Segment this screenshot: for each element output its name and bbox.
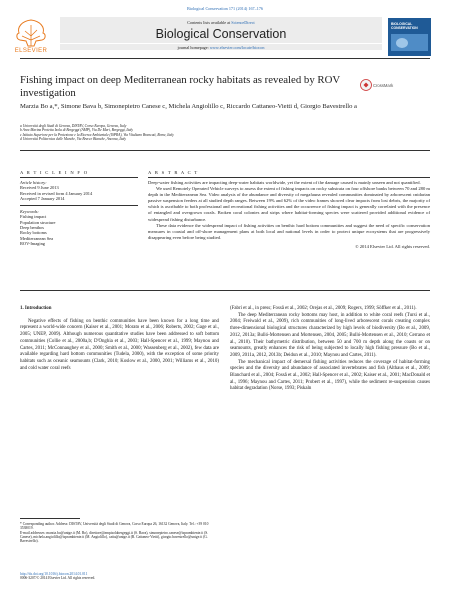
journal-banner [60, 17, 382, 43]
history-label: Article history: [20, 180, 47, 185]
doi-link[interactable]: http://dx.doi.org/10.1016/j.biocon.2014.01.011 [20, 572, 88, 576]
doi-block [20, 572, 219, 581]
keyword-item: Rocky bottoms [20, 230, 47, 236]
abstract-body [148, 180, 430, 250]
abstract-paragraph: Deep-water fishing activities are impacting deep-water habitats worldwide, yet the extent of the damage caused is mainly unseen and not quantified. [148, 180, 421, 185]
article-info [20, 180, 138, 246]
homepage-prefix: journal homepage: [177, 44, 210, 50]
crossmark-badge[interactable] [360, 78, 394, 92]
intro-paragraph: (Fabri et al., in press; Fosså et al., 2002; Orejas et al., 2009; Rogers, 1999; Söffker et al., 2011). [230, 306, 417, 311]
journal-homepage [60, 45, 382, 50]
journal-citation[interactable]: Biological Conservation 171 (2014) 167–176 [186, 6, 264, 11]
abstract-paragraph: These data evidence the widespread impact of fishing activities on benthic hard bottom communities and suggest the need of specific conservation measures in coastal and off-shore management plans at both local and national levels in order to protect unique ecosystems that are progressively disappearing even before being studied. [148, 222, 430, 240]
keyword-item: Deep benthos [20, 225, 45, 231]
body-column-left [20, 306, 219, 372]
issn-line: 0006-3207/© 2014 Elsevier Ltd. All rights reserved. [20, 576, 96, 581]
article-info-heading: A R T I C L E I N F O [20, 170, 89, 175]
crossmark-icon [360, 78, 394, 92]
author-list: Marzia Bo a,*, Simone Bava b, Simonepietro Canese c, Michela Angiolillo c, Riccardo Cattaneo-Vietti d, Giorgio Bavestrello a [20, 103, 357, 110]
keywords-rule [20, 205, 138, 206]
intro-paragraph: Negative effects of fishing on benthic communities have been known for a long time and represent a world-wide concern (Kaiser et al., 2001; Morato et al., 2006; Roberts, 2002; Gage et al., 2005; UNEP, 2009). Although numerous quantitative studies have been addressed to soft bottom communities (Collie et al., 2000a,b; D'Onghia et al., 2003; Hall-Spencer et al., 1999; Maynou and Cartes, 2011; McConnaughey et al., 2000; Smith et al., 2000; Wassenberg et al., 2002), few data are available regarding hard bottom communities (Tudela, 2000), with the exception of some priority habitats such as oceanic seamounts (Clark, 2010; Koslow et al., 2000, 2001; Williams et al., 2010) and cold water coral reefs [20, 318, 219, 371]
journal-title: Biological Conservation [155, 27, 287, 41]
footnote-rule [20, 518, 80, 519]
intro-paragraph: The deep Mediterranean rocky bottoms may host, in addition to white coral reefs (Tursi et al., 2004; Freiwald et al., 2009), rich communities of long-lived arborescent corals creating complex three-dimensional biological structures characterized by high levels of biodiversity (Bo et al., 2009, 2012, 2013a; Bulló-Mortensen and Mortensen, 2004, 2005; Bulló-Mortensen et al., 2010; Cerrano et al., 2010). Their bathymetric distribution, between 50 and 700 m depth along the coasts or on seamounts, greatly enhances the risk of being subjected to locally high fishing pressure (Bo et al., 2009, 2011a, 2012, 2013b; Deidun et al., 2010; Maynou and Cartes, 2011). [230, 312, 430, 358]
affiliation-a: a Università degli Studi di Genova, DISTAV, Corso Europa, Genova, Italy [20, 124, 127, 128]
corresponding-author: * Corresponding author. Address: DISTAV, Università degli Studi di Genova, Corso Europa 26, 16132 Genova, Italy. Tel.: +39 010 3538019. [20, 522, 209, 531]
affiliation-b: b Area Marina Protetta Isola di Bergeggi (AMP), Via De Mari, Bergeggi, Italy [20, 128, 134, 133]
keywords-label: Keywords: [20, 209, 39, 215]
publisher-logo-text: ELSEVIER [14, 48, 48, 54]
contents-prefix: Contents lists available at [187, 20, 232, 25]
abstract-paragraph: We used Remotely Operated Vehicle surveys to assess the extent of fishing impacts on rocky substrata on four offshore banks between 70 and 280 m depth in the Mediterranean Sea. Video analysis of the abundance and diversity of megafauna revealed communities dominated by arborescent cnidarian passive suspension feeders at all studied depth ranges. Between 19% and 62% of the video frames showed clear impacts from lost debris, the majority of which is ascribable to both professional and recreational fishing activities and the occurrence of fishing impact is generally correlated with the presence of entangled and overgrown corals. Broken coral colonies and strips where habitat-forming species were scattered provided additional evidence of widespread fishing disturbance. [148, 186, 430, 222]
affiliations [20, 124, 440, 141]
body-rule [20, 290, 430, 291]
article-info-rule [20, 177, 138, 178]
affiliation-c: c Istituto Superiore per la Protezione e la Ricerca Ambientale (ISPRA), Via Vitaliano Brancati, Rome, Italy [20, 132, 174, 137]
cover-title: BIOLOGICAL CONSERVATION [391, 22, 418, 30]
affiliation-rule [20, 150, 430, 151]
journal-homepage-bar [60, 44, 382, 50]
article-title: Fishing impact on deep Mediterranean rocky habitats as revealed by ROV investigation [20, 74, 341, 99]
crossmark-label: CrossMark [373, 83, 394, 88]
contents-line [60, 20, 382, 25]
affiliation-d: d Università Politecnica delle Marche, Via Brecce Bianche, Ancona, Italy [20, 136, 126, 141]
email-addresses: E-mail addresses: marzia.bo@unige.it (M. Bo), direttore@ampisolabergeggi.it (S. Bava), simonepietro.canese@isprambiente.it (S. Canese), michela.angiolillo@isprambiente.it (M. Angiolillo), catta@unige.it (R. Cattaneo-Vietti), giorgio.bavestrello@unige.it (G. Bavestrello). [20, 530, 209, 544]
keyword-item: Mediterranean Sea [20, 235, 54, 241]
journal-cover-thumbnail [388, 18, 431, 56]
abstract-rule [148, 177, 430, 178]
keyword-item: Population structure [20, 219, 56, 225]
keyword-item: Fishing impact [20, 214, 47, 220]
keyword-item: ROV-Imaging [20, 240, 45, 246]
sciencedirect-link[interactable]: ScienceDirect [231, 20, 255, 25]
copyright-line: © 2014 Elsevier Ltd. All rights reserved. [355, 243, 430, 249]
body-column-right [230, 306, 430, 393]
history-received: Received 9 June 2013 [20, 185, 59, 191]
intro-paragraph: The mechanical impact of demersal fishing activities reduces the coverage of habitat-forming species and the diversity and abundance of associated invertebrates and fish (Althaus et al., 2009; Blanchard et al., 2004; Fosså et al., 2002; Hall-Spencer et al., 2002; Kaiser et al., 2001; MacDonald et al., 1996; Maynou and Cartes, 2011; Probert et al., 1997), while the sediment re-suspension causes habitat degradation (Norse, 1993; Piskaln [230, 359, 430, 392]
elsevier-logo [10, 17, 52, 55]
abstract-heading: A B S T R A C T [148, 170, 199, 175]
history-accepted: Accepted 7 January 2014 [20, 195, 65, 201]
homepage-link[interactable]: www.elsevier.com/locate/biocon [209, 44, 265, 50]
section-heading: 1. Introduction [20, 306, 52, 311]
header-rule [20, 58, 430, 59]
footnote [20, 522, 219, 543]
history-revised: Received in revised form 4 January 2014 [20, 190, 93, 196]
